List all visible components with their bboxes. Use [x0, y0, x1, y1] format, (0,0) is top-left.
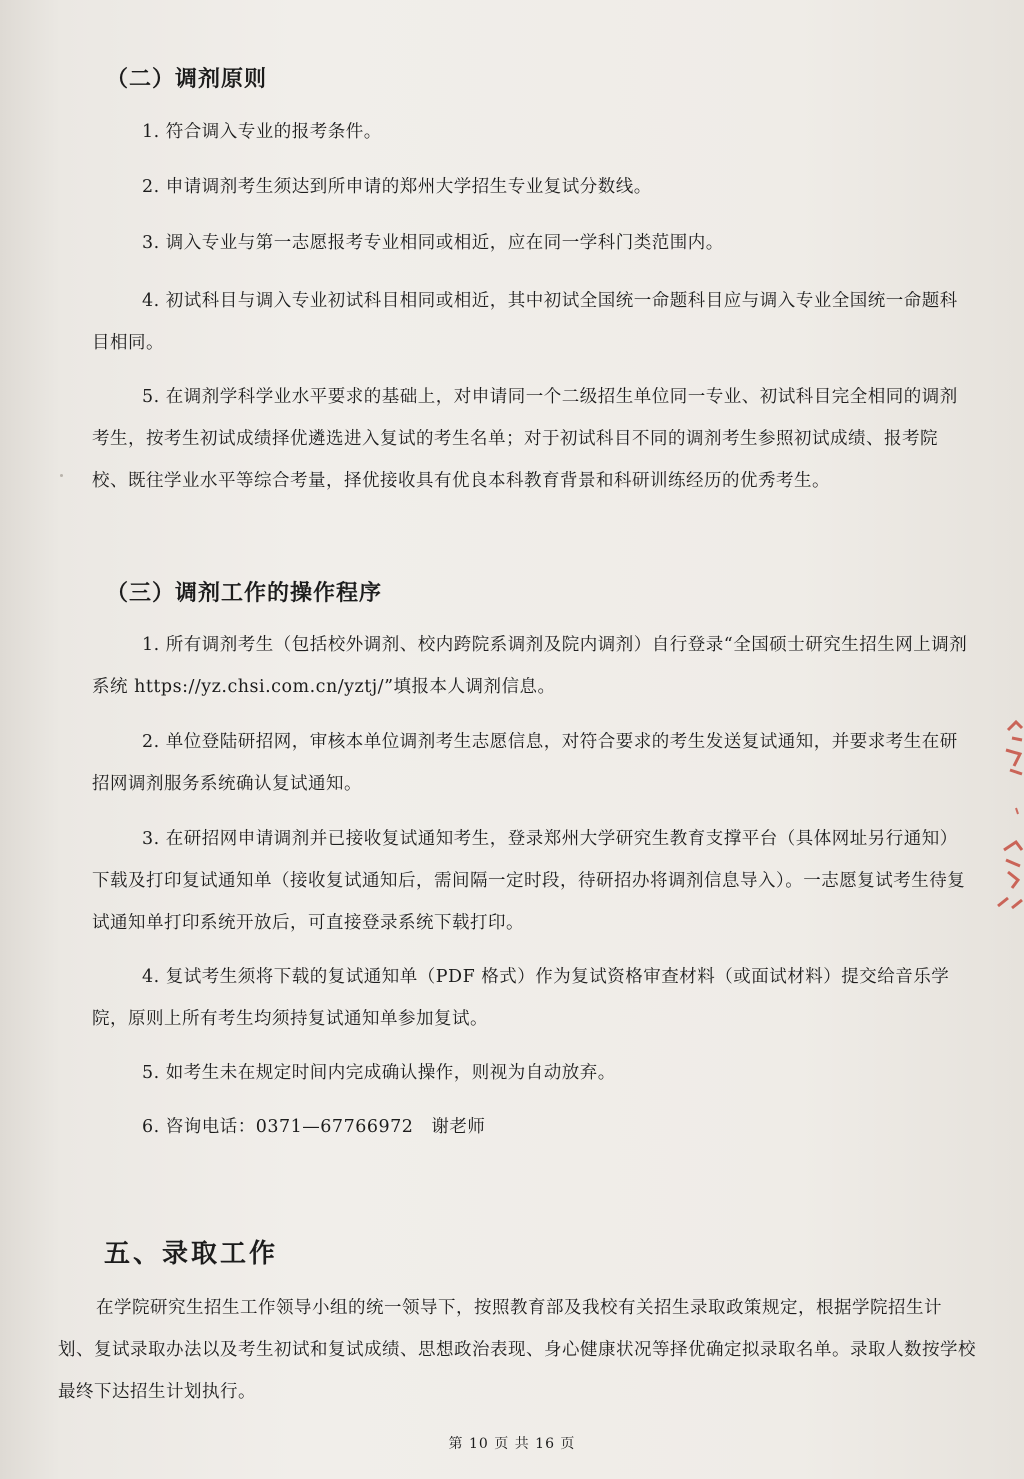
procedure-item-5: 5. 如考生未在规定时间内完成确认操作，则视为自动放弃。	[142, 1063, 616, 1083]
section-heading-procedure: （三）调剂工作的操作程序	[106, 580, 383, 606]
principle-item-4: 4. 初试科目与调入专业初试科目相同或相近，其中初试全国统一命题科目应与调入专业全国统一命题科目相同。	[92, 291, 958, 353]
procedure-item-3: 3. 在研招网申请调剂并已接收复试通知考生，登录郑州大学研究生教育支撑平台（具体网址另行通知）下载及打印复试通知单（接收复试通知后，需间隔一定时段，待研招办将调剂信息导入）。一志愿复试考生待复试通知单打印系统开放后，可直接登录系统下载打印。	[92, 829, 966, 933]
section-heading-admission: 五、录取工作	[104, 1239, 279, 1269]
section-heading-adjustment-principles: （二）调剂原则	[106, 66, 268, 92]
procedure-item-1: 1. 所有调剂考生（包括校外调剂、校内跨院系调剂及院内调剂）自行登录“全国硕士研究生招生网上调剂系统 https://yz.chsi.com.cn/yztj/”填报本人调剂信息。	[92, 635, 968, 697]
procedure-item-2: 2. 单位登陆研招网，审核本单位调剂考生志愿信息，对符合要求的考生发送复试通知，并要求考生在研招网调剂服务系统确认复试通知。	[92, 732, 958, 794]
procedure-item-4: 4. 复试考生须将下载的复试通知单（PDF 格式）作为复试资格审查材料（或面试材料）提交给音乐学院，原则上所有考生均须持复试通知单参加复试。	[92, 967, 950, 1029]
principle-item-1: 1. 符合调入专业的报考条件。	[142, 122, 382, 142]
red-seal-edge-icon	[994, 710, 1024, 920]
principle-item-3: 3. 调入专业与第一志愿报考专业相同或相近，应在同一学科门类范围内。	[142, 233, 724, 253]
admission-paragraph: 在学院研究生招生工作领导小组的统一领导下，按照教育部及我校有关招生录取政策规定，根据学院招生计划、复试录取办法以及考生初试和复试成绩、思想政治表现、身心健康状况等择优确定拟录取名单。录取人数按学校最终下达招生计划执行。	[58, 1298, 976, 1402]
page-number-footer: 第 10 页 共 16 页	[448, 1436, 576, 1452]
procedure-item-6-contact: 6. 咨询电话：0371—67766972 谢老师	[142, 1117, 486, 1137]
principle-item-2: 2. 申请调剂考生须达到所申请的郑州大学招生专业复试分数线。	[142, 177, 652, 197]
paper-speck	[60, 474, 63, 477]
principle-item-5: 5. 在调剂学科学业水平要求的基础上，对申请同一个二级招生单位同一专业、初试科目完全相同的调剂考生，按考生初试成绩择优遴选进入复试的考生名单；对于初试科目不同的调剂考生参照初试成绩、报考院校、既往学业水平等综合考量，择优接收具有优良本科教育背景和科研训练经历的优秀考生。	[92, 387, 958, 491]
